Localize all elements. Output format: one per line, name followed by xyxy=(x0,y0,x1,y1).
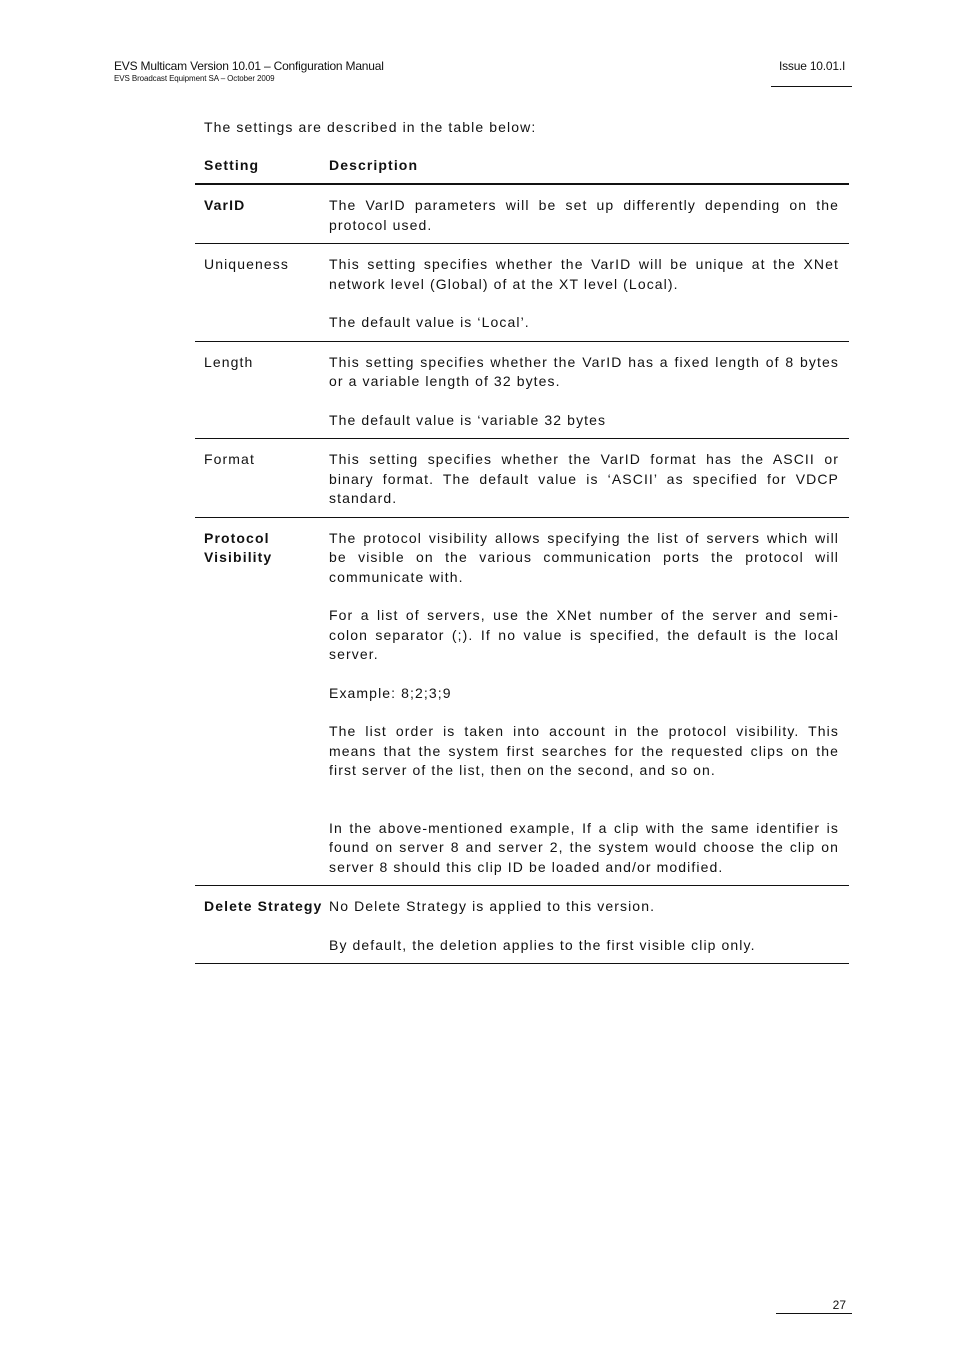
table-row xyxy=(195,244,849,342)
footer-divider xyxy=(776,1313,852,1314)
description-cell xyxy=(329,439,849,518)
description-paragraph: This setting specifies whether the VarID has a fixed length of 8 bytes or a variable length of 32 bytes. xyxy=(329,353,839,389)
description-paragraph: No Delete Strategy is applied to this version. xyxy=(329,898,656,914)
table-header-row xyxy=(195,154,849,184)
description-paragraph: The protocol visibility allows specifying the list of servers which will be visible on the various communication ports the protocol will communicate with. xyxy=(329,529,839,585)
setting-protocol-visibility: Protocol Visibility xyxy=(204,529,273,565)
description-cell xyxy=(329,517,849,886)
setting-length: Length xyxy=(204,353,254,370)
description-paragraph: By default, the deletion applies to the first visible clip only. xyxy=(329,936,756,953)
issue-block xyxy=(771,59,852,73)
issue-label: Issue 10.01.I xyxy=(779,59,846,73)
description-cell xyxy=(329,244,849,342)
description-paragraph: This setting specifies whether the VarID format has the ASCII or binary format. The default value is ‘ASCII’ as specified for VDCP standard. xyxy=(329,451,839,506)
document-subtitle: EVS Broadcast Equipment SA – October 2009 xyxy=(114,74,275,83)
header-divider xyxy=(771,86,852,87)
description-paragraph: The VarID parameters will be set up differently depending on the protocol used. xyxy=(329,197,839,233)
page-number: 27 xyxy=(832,1298,846,1312)
description-paragraph: This setting specifies whether the VarID will be unique at the XNet network level (Global) of at the XT level (Local). xyxy=(329,256,839,292)
table-row xyxy=(195,184,849,244)
table-row xyxy=(195,341,849,439)
description-paragraph: In the above-mentioned example, If a clip with the same identifier is found on server 8 and server 2, the system would choose the clip on server 8 should this clip ID be loaded and/or modified. xyxy=(329,819,839,875)
description-paragraph: The default value is ‘Local’. xyxy=(329,314,530,330)
setting-uniqueness: Uniqueness xyxy=(204,256,289,272)
table-row xyxy=(195,517,849,886)
description-paragraph: The default value is ‘variable 32 bytes xyxy=(329,411,607,428)
header-description: Description xyxy=(329,157,419,173)
description-cell xyxy=(329,184,849,244)
description-paragraph: Example: 8;2;3;9 xyxy=(329,684,452,701)
table-row xyxy=(195,886,849,964)
description-paragraph: For a list of servers, use the XNet number of the server and semi-colon separator (;). If no value is specified, the default is the local server. xyxy=(329,607,839,662)
setting-format: Format xyxy=(204,451,255,467)
table-row xyxy=(195,439,849,518)
description-paragraph: The list order is taken into account in the protocol visibility. This means that the system first searches for the requested clips on the first server of the list, then on the second, and so on. xyxy=(329,723,839,778)
page-header xyxy=(114,59,384,84)
description-cell xyxy=(329,886,849,964)
description-cell xyxy=(329,341,849,439)
header-setting: Setting xyxy=(204,157,260,173)
settings-table xyxy=(195,154,849,964)
intro-text: The settings are described in the table below: xyxy=(204,119,537,135)
setting-varid: VarID xyxy=(204,197,246,213)
setting-delete-strategy: Delete Strategy xyxy=(204,898,323,914)
document-title: EVS Multicam Version 10.01 – Configuration Manual xyxy=(114,59,384,73)
